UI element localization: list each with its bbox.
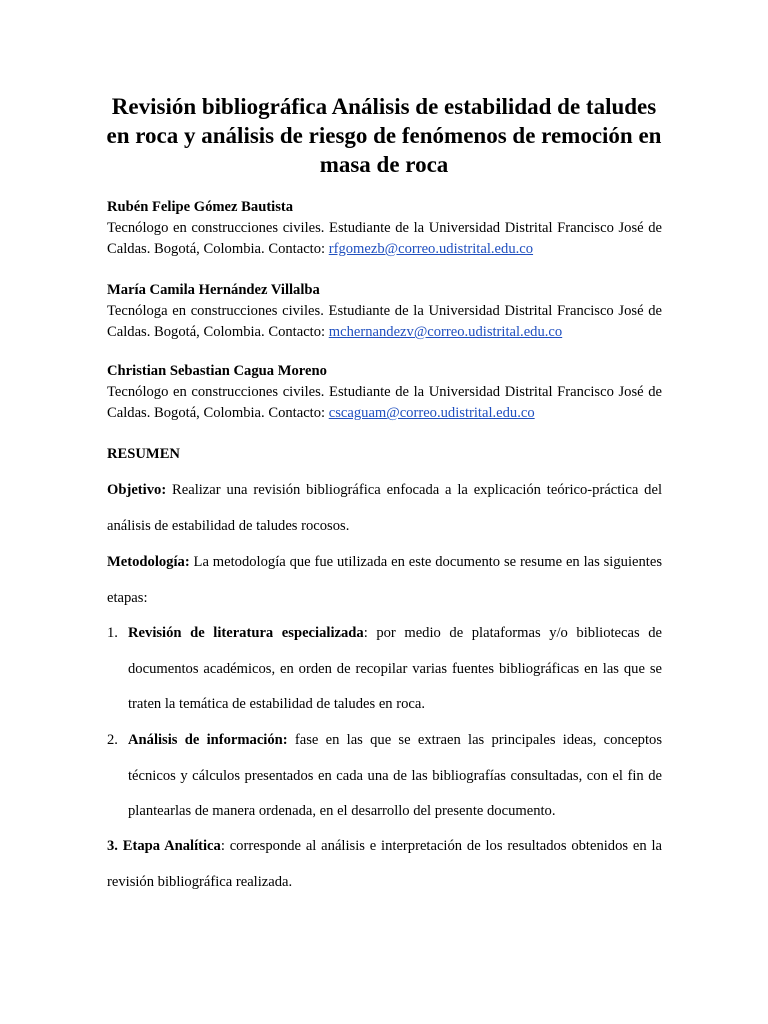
author-affiliation-text: Tecnólogo en construcciones civiles. Estudiante de la Universidad Distrital Francisco José de Caldas. Bogotá, Colombia. Contacto: [107,384,662,421]
list-item-number: 2. [107,732,118,748]
objetivo-paragraph [107,473,662,544]
metodologia-paragraph [107,545,662,616]
resumen-heading: RESUMEN [107,446,180,462]
author-affiliation-text: Tecnólogo en construcciones civiles. Estudiante de la Universidad Distrital Francisco José de Caldas. Bogotá, Colombia. Contacto: [107,220,662,257]
author-block-3 [107,361,662,424]
document-title: Revisión bibliográfica Análisis de estabilidad de taludes en roca y análisis de riesgo de fenómenos de remoción en masa de roca [106,94,662,177]
author-name: Christian Sebastian Cagua Moreno [107,363,327,379]
author-affiliation-text: Tecnóloga en construcciones civiles. Estudiante de la Universidad Distrital Francisco José de Caldas. Bogotá, Colombia. Contacto: [107,303,662,340]
etapa-analitica-paragraph [107,829,662,900]
author-affiliation [107,218,662,260]
author-affiliation [107,301,662,343]
author-email-link[interactable]: rfgomezb@correo.udistrital.edu.co [328,241,534,257]
list-item-label: Análisis de información: [128,732,288,748]
list-item-label: Revisión de literatura especializada [128,625,364,641]
metodologia-text: La metodología que fue utilizada en este documento se resume en las siguientes etapas: [107,554,662,606]
list-item-text: : por medio de plataformas y/o bibliotecas de documentos académicos, en orden de recopilar varias fuentes bibliográficas en las que se traten la temática de estabilidad de taludes en roca. [128,625,663,712]
author-email-link[interactable]: cscaguam@correo.udistrital.edu.co [328,405,535,421]
list-item-body [128,723,662,830]
author-block-2 [107,280,662,343]
list-item-number: 1. [107,625,118,641]
author-affiliation [107,382,662,424]
objetivo-label: Objetivo: [107,482,167,498]
author-email-link[interactable]: mchernandezv@correo.udistrital.edu.co [328,324,563,340]
author-name: Rubén Felipe Gómez Bautista [107,199,294,215]
list-item-step-1 [107,616,662,723]
etapa-analitica-label: 3. Etapa Analítica [107,838,221,854]
list-item-text: fase en las que se extraen las principales ideas, conceptos técnicos y cálculos presentados en cada una de las bibliografías consultadas, con el fin de plantearlas de manera ordenada, en el desarrollo del presente documento. [128,732,663,819]
list-item-body [128,616,662,723]
objetivo-text: Realizar una revisión bibliográfica enfocada a la explicación teórico-práctica del análisis de estabilidad de taludes rocosos. [107,482,662,534]
author-block-1 [107,197,662,260]
author-name: María Camila Hernández Villalba [107,282,320,298]
list-item-step-2 [107,723,662,830]
etapa-analitica-text: : corresponde al análisis e interpretación de los resultados obtenidos en la revisión bibliográfica realizada. [107,838,662,890]
metodologia-label: Metodología: [107,554,190,570]
